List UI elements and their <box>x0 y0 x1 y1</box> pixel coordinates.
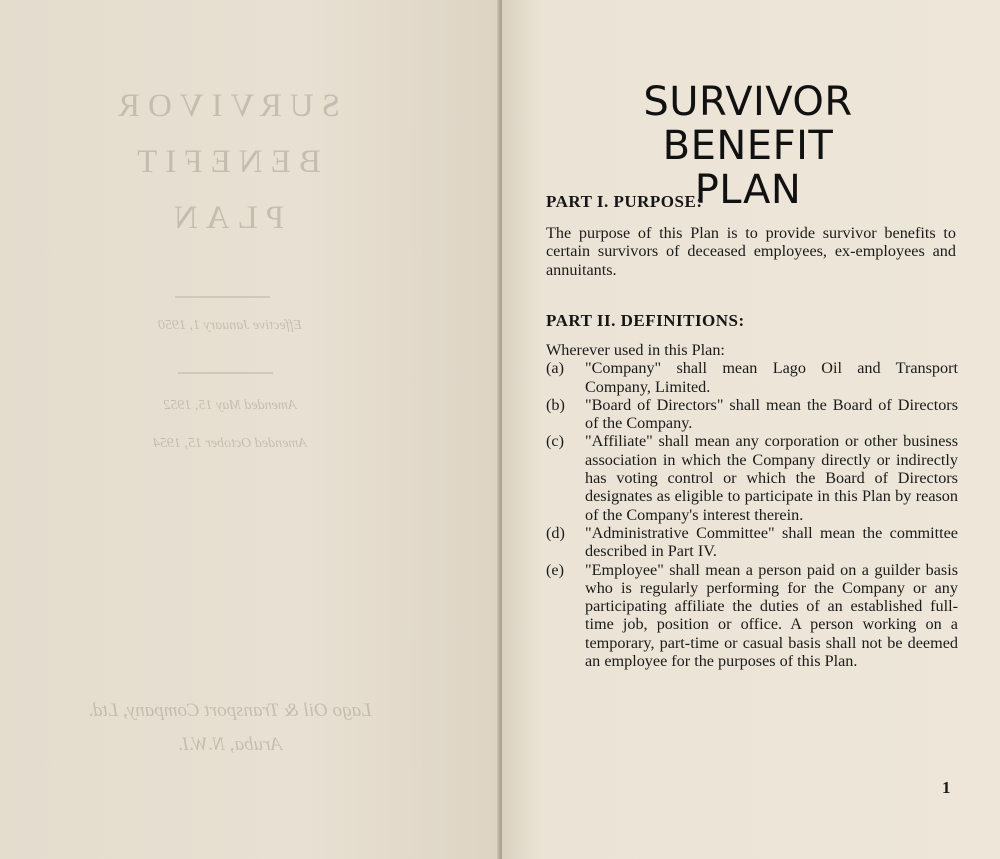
definition-text: "Company" shall mean Lago Oil and Transport Company, Limited. <box>585 359 958 396</box>
definitions-intro: Wherever used in this Plan: <box>546 341 725 359</box>
bleed-title-line2: BENEFIT PLAN <box>129 144 321 236</box>
bleed-publisher-location: Aruba, N.W.I. <box>177 734 283 755</box>
bleed-rule-top <box>175 296 270 298</box>
title-line2: BENEFIT PLAN <box>662 123 834 213</box>
definition-text: "Affiliate" shall mean any corporation or other business association in which the Company directly or indirectly has voting control or which the Board of Directors designates as eligible to participate in this Plan by reason of the Company's interest therein. <box>585 432 958 524</box>
part1-heading: PART I. PURPOSE: <box>546 192 703 211</box>
definition-item <box>546 561 958 671</box>
definition-text: "Employee" shall mean a person paid on a guilder basis who is regularly performing for the Company or any participating affiliate the duties of an established full-time job, position or office. A person working on a temporary, part-time or casual basis shall not be deemed an employee for the purposes of this Plan. <box>585 560 958 671</box>
definition-label: (e) <box>546 560 564 579</box>
definition-label: (d) <box>546 523 565 542</box>
definition-item <box>546 359 958 396</box>
bleed-publisher-name: Lago Oil & Transport Company, Ltd. <box>88 700 372 721</box>
definition-label: (b) <box>546 395 565 414</box>
definition-text: "Board of Directors" shall mean the Board of Directors of the Company. <box>585 395 958 433</box>
bleed-through-title <box>70 78 380 246</box>
definition-item <box>546 432 958 523</box>
definition-item <box>546 396 958 433</box>
bleed-amended-2: Amended October 15, 1954 <box>153 436 307 451</box>
definitions-list <box>546 341 958 670</box>
bleed-title-line1: SURVIVOR <box>109 88 341 124</box>
page-number: 1 <box>942 778 951 797</box>
definition-label: (c) <box>546 432 564 451</box>
definition-label: (a) <box>546 359 564 378</box>
bleed-rule-middle <box>178 372 273 374</box>
bleed-effective-date: Effective January 1, 1950 <box>158 318 302 333</box>
title-line1: SURVIVOR <box>643 79 853 125</box>
part2-heading: PART II. DEFINITIONS: <box>546 311 745 330</box>
part1-purpose-text: The purpose of this Plan is to provide survivor benefits to certain survivors of deceased employees, ex-employees and annuitants. <box>546 224 956 279</box>
definition-text: "Administrative Committee" shall mean the committee described in Part IV. <box>585 523 958 561</box>
definition-item <box>546 524 958 561</box>
bleed-amended-1: Amended May 15, 1952 <box>163 398 297 413</box>
